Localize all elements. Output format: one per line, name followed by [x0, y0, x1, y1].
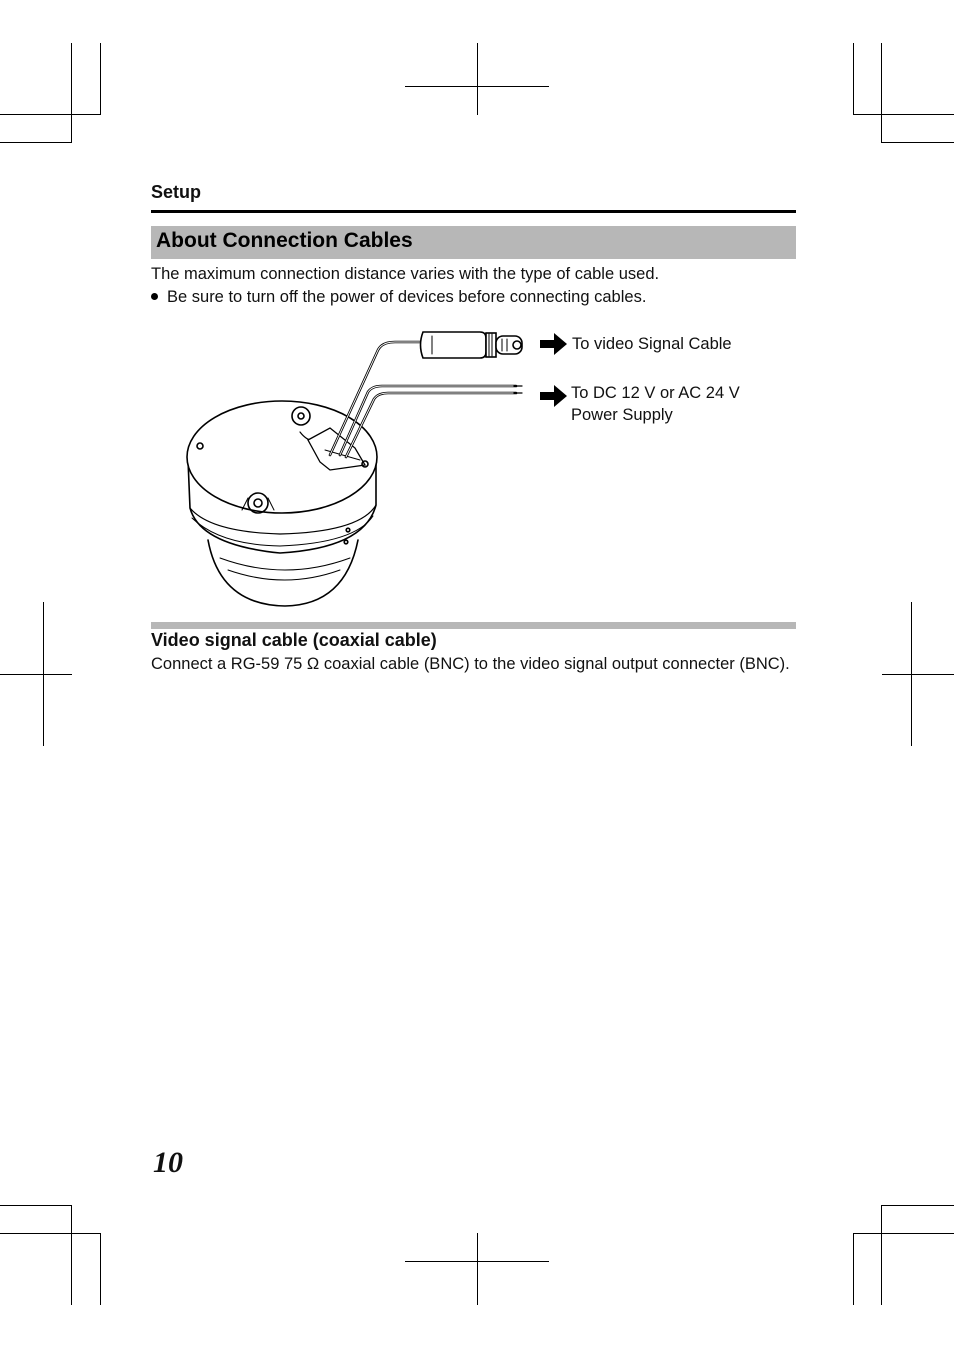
arrow-right-icon — [540, 333, 568, 355]
camera-illustration — [180, 320, 580, 620]
arrow-right-icon — [540, 385, 568, 407]
subsection-rule — [151, 622, 796, 629]
power-supply-label-line2: Power Supply — [571, 406, 673, 424]
power-supply-label — [571, 382, 740, 426]
video-signal-label: To video Signal Cable — [572, 335, 732, 353]
intro-text: The maximum connection distance varies with the type of cable used. — [151, 265, 660, 283]
subsection-body: Connect a RG-59 75 Ω coaxial cable (BNC) to the video signal output connecter (BNC). — [151, 655, 790, 673]
bullet-item — [151, 288, 646, 307]
power-supply-label-line1: To DC 12 V or AC 24 V — [571, 384, 740, 402]
page-title: About Connection Cables — [156, 229, 413, 252]
page-number: 10 — [153, 1146, 183, 1179]
title-bar — [151, 226, 796, 259]
header-rule — [151, 210, 796, 213]
bullet-text: Be sure to turn off the power of devices before connecting cables. — [167, 288, 647, 306]
section-label: Setup — [151, 182, 202, 202]
bullet-icon — [151, 293, 158, 300]
subsection-heading: Video signal cable (coaxial cable) — [151, 630, 437, 650]
